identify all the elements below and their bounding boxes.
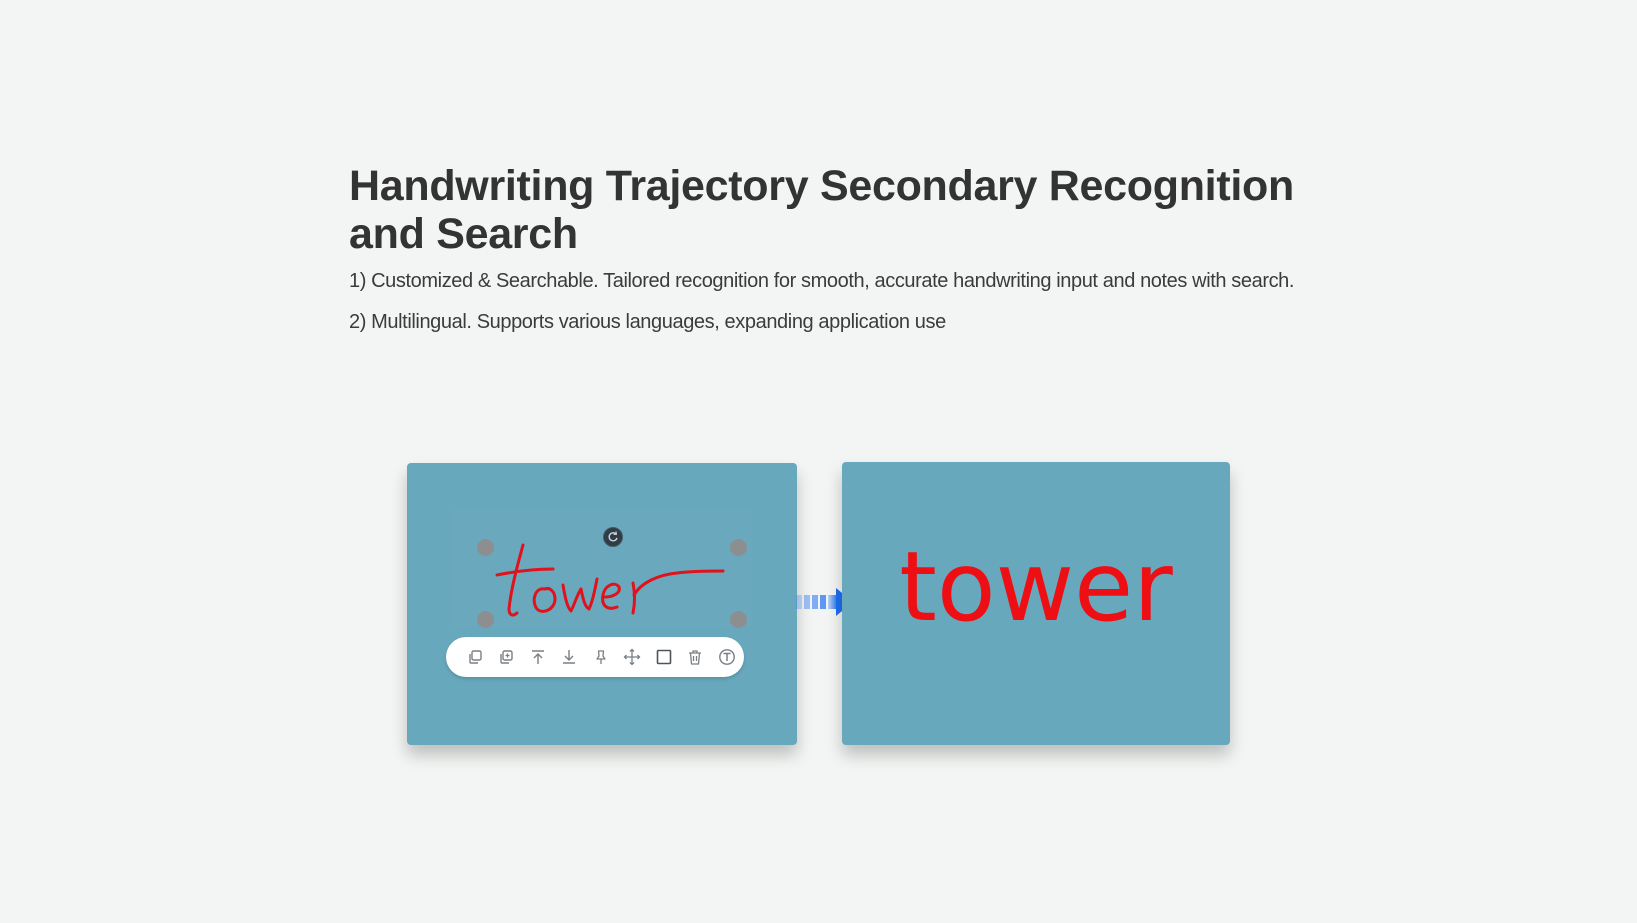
move-icon (623, 648, 641, 666)
text-recognize-button[interactable] (711, 637, 743, 677)
pin-button[interactable] (585, 637, 617, 677)
copy-button[interactable] (459, 637, 491, 677)
send-to-back-icon (560, 648, 578, 666)
frame-button[interactable] (648, 637, 680, 677)
frame-icon (655, 648, 673, 666)
duplicate-button[interactable] (491, 637, 523, 677)
duplicate-icon (497, 648, 515, 666)
resize-handle-top-right[interactable] (730, 539, 747, 556)
bring-to-front-icon (529, 648, 547, 666)
rotate-icon (607, 531, 619, 543)
rotate-handle[interactable] (603, 527, 623, 547)
resize-handle-bottom-right[interactable] (730, 611, 747, 628)
recognition-result-card (842, 462, 1230, 745)
bring-to-front-button[interactable] (522, 637, 554, 677)
selection-toolbar (446, 637, 744, 677)
handwriting-ink[interactable] (487, 537, 737, 627)
text-recognize-icon (718, 648, 736, 666)
page-title: Handwriting Trajectory Secondary Recognition and Search (349, 162, 1294, 258)
send-to-back-button[interactable] (554, 637, 586, 677)
resize-handle-bottom-left[interactable] (477, 611, 494, 628)
handwriting-card (407, 463, 797, 745)
feature-point-2: 2) Multilingual. Supports various languages, expanding application use (349, 311, 946, 333)
delete-button[interactable] (680, 637, 712, 677)
recognized-text: tower (899, 531, 1173, 643)
pin-icon (592, 648, 610, 666)
delete-icon (686, 648, 704, 666)
copy-icon (466, 648, 484, 666)
move-button[interactable] (617, 637, 649, 677)
feature-point-1: 1) Customized & Searchable. Tailored recognition for smooth, accurate handwriting input and notes with search. (349, 270, 1295, 292)
resize-handle-top-left[interactable] (477, 539, 494, 556)
